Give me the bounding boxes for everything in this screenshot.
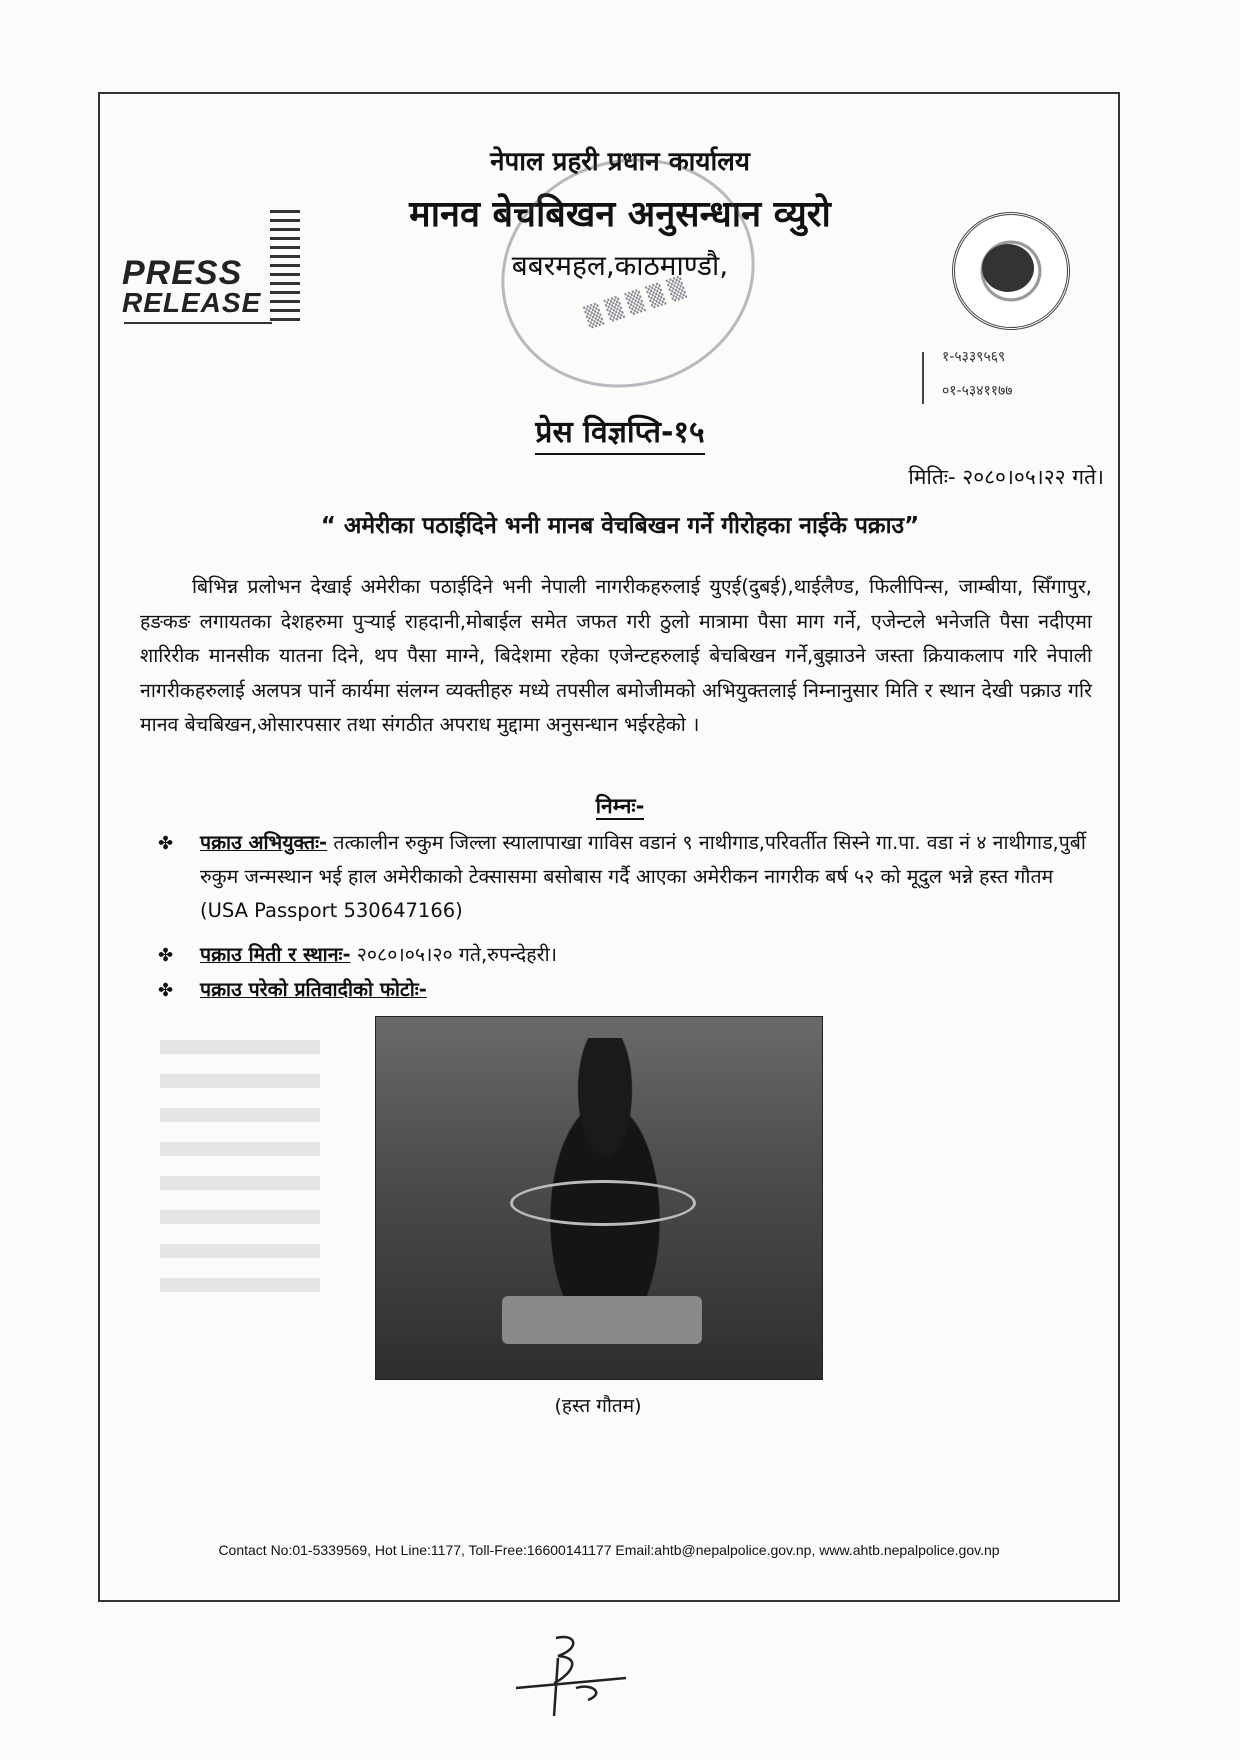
org-line-3: बबरमहल,काठमाण्डौ, bbox=[511, 249, 729, 282]
phone-numbers bbox=[942, 340, 1013, 408]
photo-person bbox=[520, 1038, 690, 1298]
phone-1: १-५३३९५६९ bbox=[942, 349, 1006, 365]
section-heading: निम्नः- bbox=[595, 794, 645, 818]
bleed-through-text bbox=[160, 1040, 320, 1300]
list-item: पक्राउ परेको प्रतिवादीको फोटोः- bbox=[200, 978, 427, 1001]
signature bbox=[496, 1628, 646, 1718]
press-label: PRESS bbox=[122, 254, 243, 292]
list-item: पक्राउ मिती र स्थानः- २०८०।०५।२० गते,रुपन्देहरी। bbox=[200, 943, 558, 966]
bullet-icon: ✤ bbox=[158, 833, 174, 854]
release-label: RELEASE bbox=[122, 287, 262, 318]
office-stamp-text: ▒ ▒ ▒ ▒ ▒ bbox=[582, 274, 688, 330]
bullet-icon: ✤ bbox=[158, 980, 174, 1001]
seal-emblem-icon bbox=[982, 244, 1034, 292]
bullet-icon: ✤ bbox=[158, 945, 174, 966]
headline: “ अमेरीका पठाईदिने भनी मानब वेचबिखन गर्ने गीरोहका नाईके पक्राउ” bbox=[320, 513, 920, 539]
contact-footer: Contact No:01-5339569, Hot Line:1177, Toll-Free:16600141177 Email:ahtb@nepalpolice.gov.np, www.ahtb.nepalpolice.gov.np bbox=[218, 1542, 1000, 1558]
photo-steering-wheel bbox=[510, 1180, 696, 1226]
phone-2: ०१-५३४११७७ bbox=[942, 383, 1013, 399]
date: मितिः- २०८०।०५।२२ गते। bbox=[908, 465, 1104, 489]
photo-caption: (हस्त गौतम) bbox=[554, 1395, 642, 1417]
page-title: प्रेस विज्ञप्ति-१५ bbox=[0, 410, 1240, 451]
press-logo-lines-icon bbox=[270, 210, 300, 322]
press-release-logo bbox=[122, 254, 272, 328]
phone-brace bbox=[922, 352, 934, 404]
body-paragraph: बिभिन्न प्रलोभन देखाई अमेरीका पठाईदिने भनी नेपाली नागरीकहरुलाई युएई(दुबई),थाईलैण्ड, फिलीपिन्स, जाम्बीया, सिँगापुर, हङकङ लगायतका देशहरुमा पुऱ्याई राहदानी,मोबाईल समेत जफत गरी ठुलो मात्रामा पैसा माग गर्ने, एजेन्टले भनेजति पैसा नदीएमा शारिरीक मानसीक यातना दिने, थप पैसा माग्ने, बिदेशमा रहेका एजेन्टहरुलाई बेचबिखन गर्ने,बुझाउने जस्ता क्रियाकलाप गरि नेपाली नागरीकहरुलाई अलपत्र पार्ने कार्यमा संलग्न व्यक्तीहरु मध्ये तपसील बमोजीमको अभियुक्तलाई निम्नानुसार मिति र स्थान देखी पक्राउ गरि मानव बेचबिखन,ओसारपसार तथा संगठीत अपराध मुद्दामा अनुसन्धान भईरहेको । bbox=[140, 575, 1092, 736]
org-line-2: मानव बेचबिखन अनुसन्धान व्युरो bbox=[409, 194, 831, 235]
org-line-1: नेपाल प्रहरी प्रधान कार्यालय bbox=[490, 147, 750, 177]
list-item: पक्राउ अभियुक्तः- तत्कालीन रुकुम जिल्ला स्यालापाखा गाविस वडानं ९ नाथीगाड,परिवर्तीत सिस्ने गा.पा. वडा नं ४ नाथीगाड,पुर्बी रुकुम जन्मस्थान भई हाल अमेरीकाको टेक्सासमा बसोबास गर्दै आएका अमेरीकन नागरीक बर्ष ५२ को मूदुल भन्ने हस्त गौतम (USA Passport 530647166) bbox=[200, 831, 1086, 922]
photo-base bbox=[502, 1296, 702, 1344]
press-logo-underline bbox=[124, 322, 272, 324]
